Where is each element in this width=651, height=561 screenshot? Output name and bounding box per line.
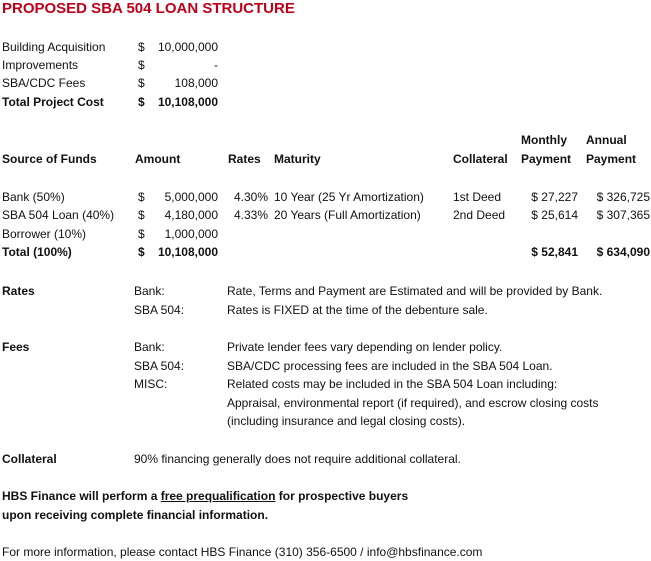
total-source: Total (100%) <box>2 245 72 259</box>
fees-misc-continuation: Appraisal, environmental report (if required), and escrow closing costs <box>227 396 599 410</box>
row-rate: 4.33% <box>234 208 269 222</box>
cost-currency: $ <box>138 76 145 90</box>
row-annual: $ 326,725 <box>596 190 650 204</box>
total-project-cost-amount: 10,108,000 <box>157 95 218 109</box>
header-source: Source of Funds <box>2 152 97 166</box>
total-monthly: $ 52,841 <box>531 245 578 259</box>
row-annual: $ 307,365 <box>596 208 650 222</box>
rates-sba-text: Rates is FIXED at the time of the debenture sale. <box>227 303 488 317</box>
cost-amount: 10,000,000 <box>157 40 218 54</box>
prequal-text: HBS Finance will perform a <box>2 489 161 503</box>
row-amount: 4,180,000 <box>164 208 218 222</box>
contact-info: For more information, please contact HBS Finance (310) 356-6500 / info@hbsfinance.com <box>2 545 483 559</box>
free-prequalification-link[interactable]: free prequalification <box>160 489 276 503</box>
cost-currency: $ <box>138 40 145 54</box>
fees-misc-label: MISC: <box>134 377 168 391</box>
row-currency: $ <box>138 227 145 241</box>
fees-sba-label: SBA 504: <box>134 359 185 373</box>
rates-sba-label: SBA 504: <box>134 303 185 317</box>
prequal-text: for prospective buyers <box>275 489 409 503</box>
row-source: SBA 504 Loan (40%) <box>2 208 115 222</box>
prequal-line-1 <box>2 487 408 505</box>
fees-misc-text: Related costs may be included in the SBA 504 Loan including: <box>227 377 558 391</box>
fees-bank-label: Bank: <box>134 340 165 354</box>
total-amount: 10,108,000 <box>157 245 218 259</box>
fees-sba-text: SBA/CDC processing fees are included in the SBA 504 Loan. <box>227 359 553 373</box>
cost-currency: $ <box>138 95 145 109</box>
row-monthly: $ 27,227 <box>531 190 578 204</box>
fees-bank-text: Private lender fees vary depending on lender policy. <box>227 340 503 354</box>
header-rates: Rates <box>228 152 261 166</box>
total-annual: $ 634,090 <box>596 245 650 259</box>
header-collateral: Collateral <box>453 152 508 166</box>
cost-currency: $ <box>138 58 145 72</box>
row-currency: $ <box>138 208 145 222</box>
header-monthly: Monthly <box>521 133 567 147</box>
cost-amount: - <box>214 58 218 72</box>
total-currency: $ <box>138 245 145 259</box>
fees-misc-continuation: (including insurance and legal closing costs). <box>227 414 466 428</box>
header-annual: Annual <box>586 133 627 147</box>
collateral-text: 90% financing generally does not require additional collateral. <box>134 452 461 466</box>
cost-label: SBA/CDC Fees <box>2 76 86 90</box>
row-amount: 5,000,000 <box>164 190 218 204</box>
row-maturity: 20 Years (Full Amortization) <box>274 208 421 222</box>
header-annual-payment: Payment <box>586 152 637 166</box>
collateral-heading: Collateral <box>2 452 57 466</box>
header-maturity: Maturity <box>274 152 321 166</box>
rates-bank-text: Rate, Terms and Payment are Estimated and will be provided by Bank. <box>227 284 603 298</box>
header-monthly-payment: Payment <box>521 152 572 166</box>
rates-bank-label: Bank: <box>134 284 165 298</box>
cost-label: Improvements <box>2 58 79 72</box>
row-amount: 1,000,000 <box>164 227 218 241</box>
fees-heading: Fees <box>2 340 30 354</box>
prequal-line-2: upon receiving complete financial information. <box>2 508 269 522</box>
row-source: Bank (50%) <box>2 190 65 204</box>
page-title: PROPOSED SBA 504 LOAN STRUCTURE <box>2 0 295 17</box>
row-rate: 4.30% <box>234 190 269 204</box>
rates-heading: Rates <box>2 284 35 298</box>
row-source: Borrower (10%) <box>2 227 87 241</box>
row-maturity: 10 Year (25 Yr Amortization) <box>274 190 424 204</box>
header-amount: Amount <box>135 152 181 166</box>
row-collateral: 2nd Deed <box>453 208 506 222</box>
row-collateral: 1st Deed <box>453 190 502 204</box>
cost-amount: 108,000 <box>174 76 218 90</box>
cost-label: Building Acquisition <box>2 40 106 54</box>
total-project-cost-label: Total Project Cost <box>2 95 104 109</box>
row-monthly: $ 25,614 <box>531 208 578 222</box>
row-currency: $ <box>138 190 145 204</box>
